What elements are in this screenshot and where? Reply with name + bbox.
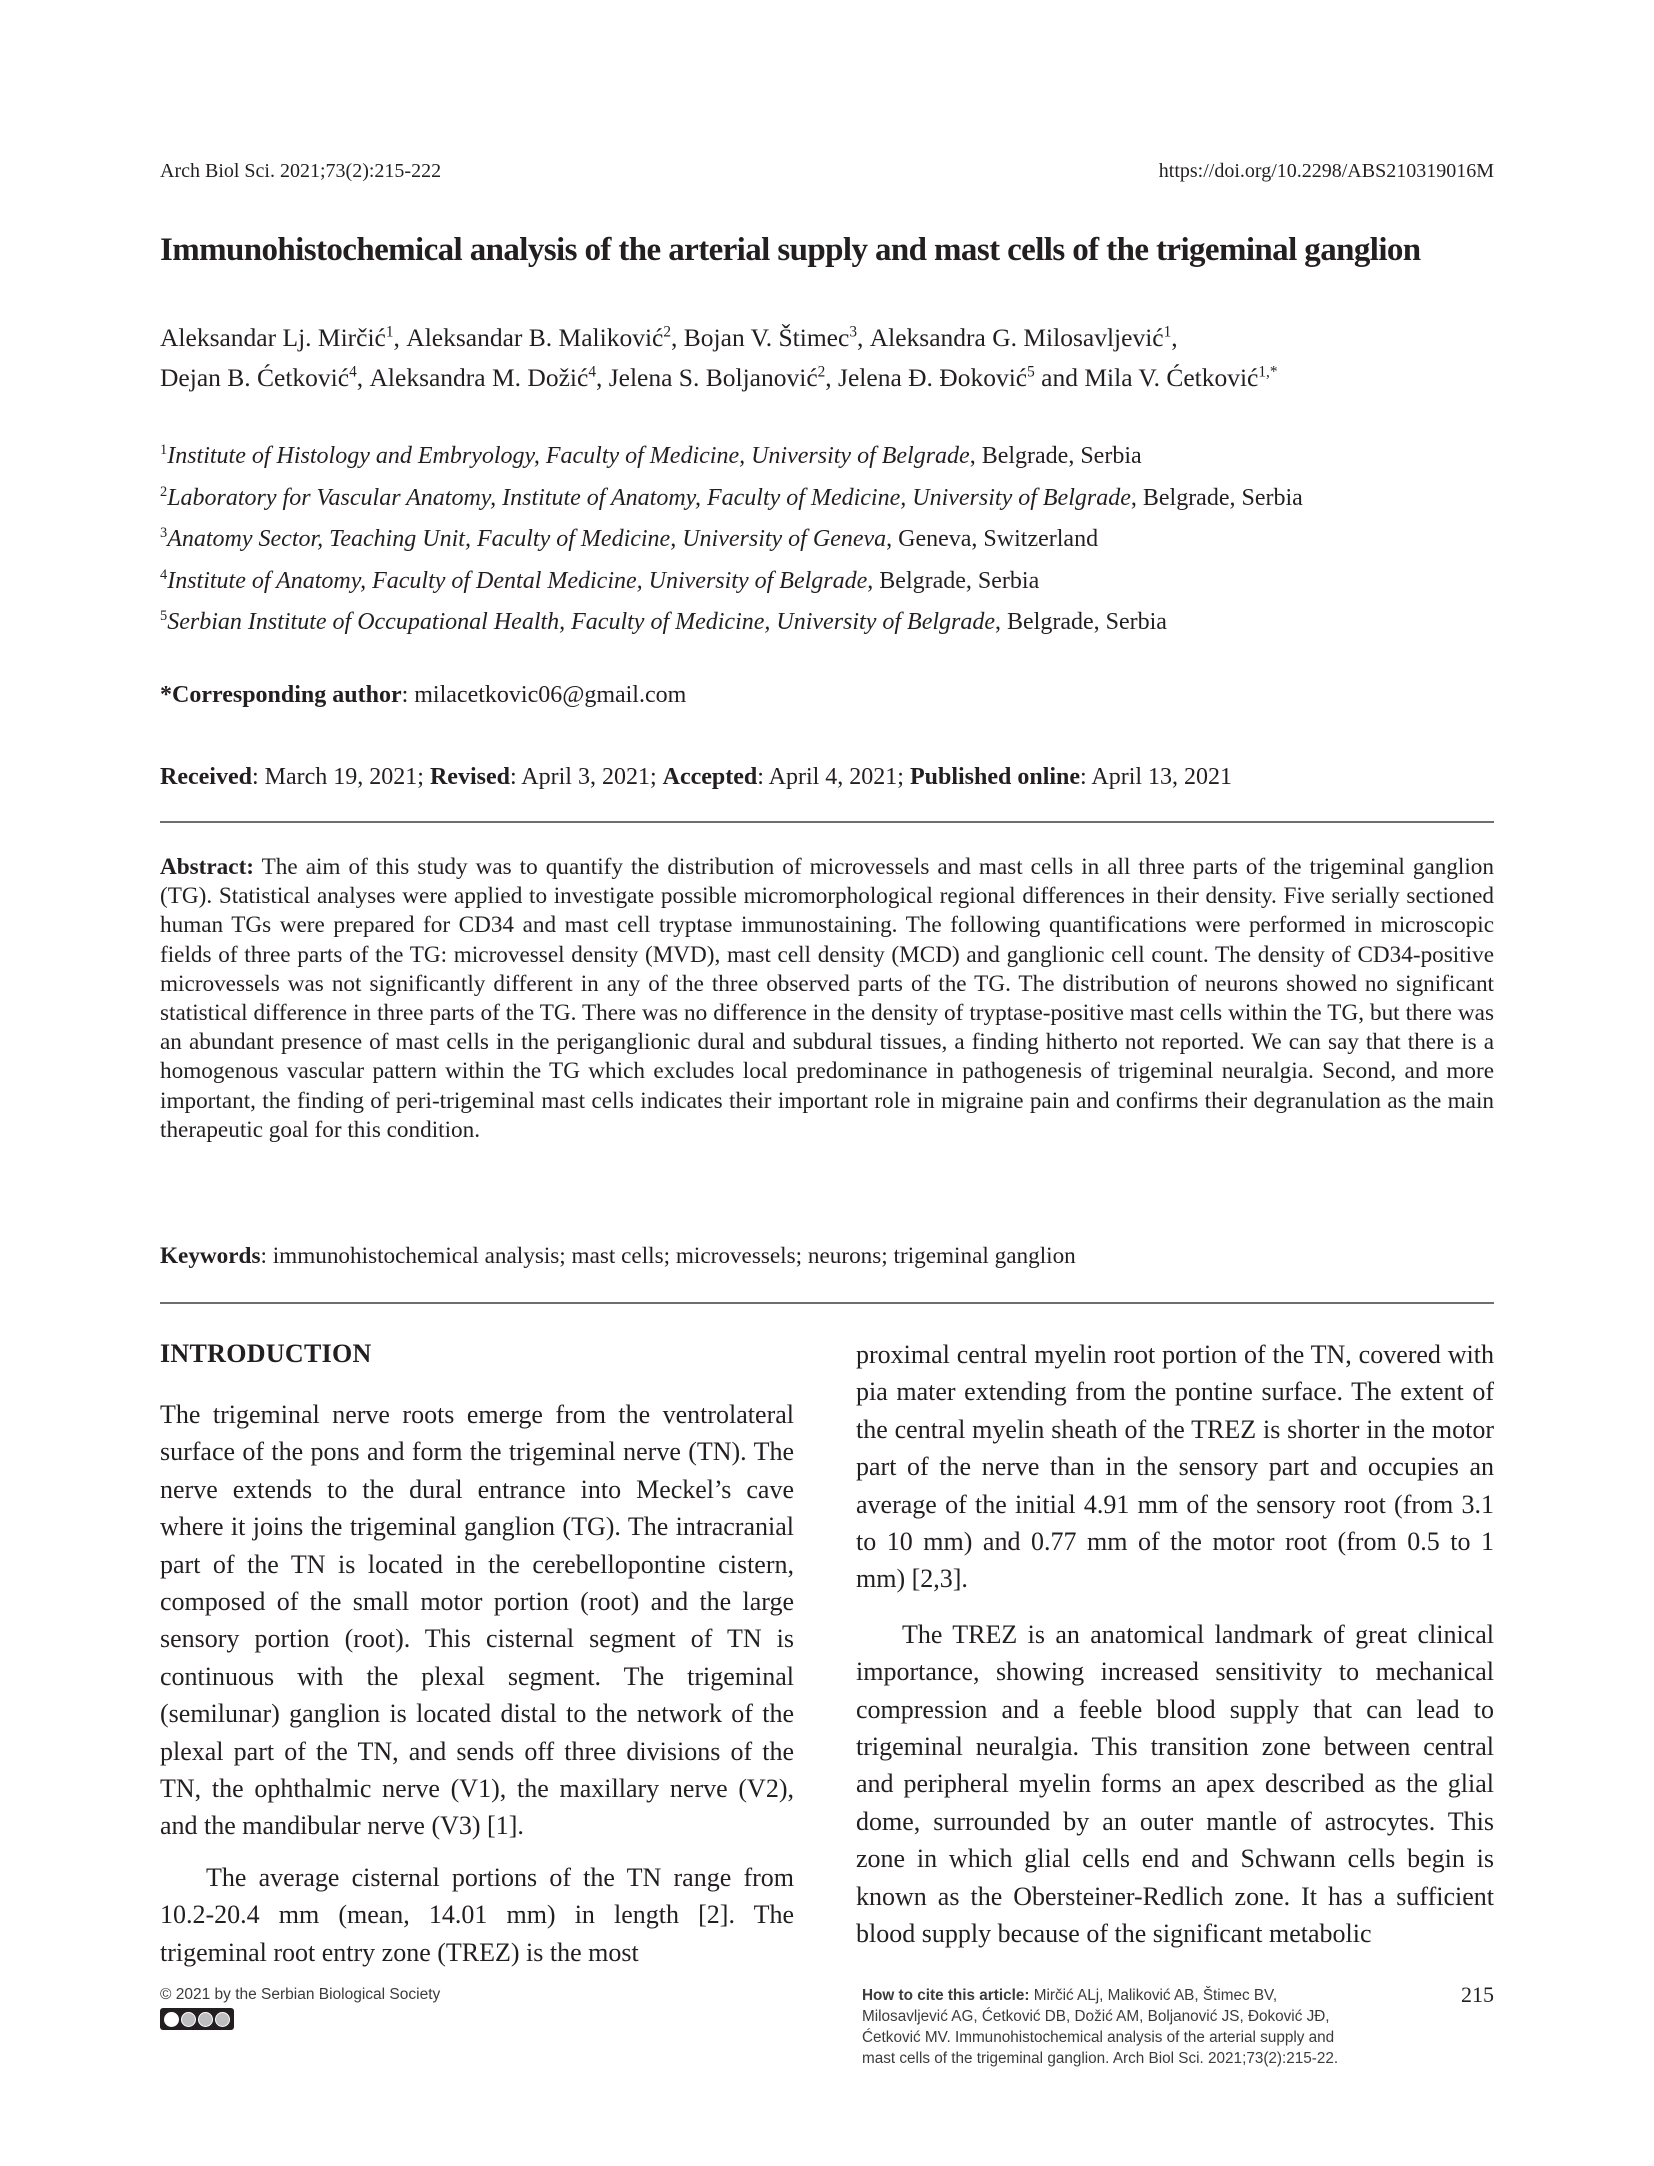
affiliation: $^5$Serbian Institute of Occupational Health, Faculty of Medicine, University of Belgrade, Belgrade, Serbia	[160, 608, 1167, 635]
keywords: Keywords: immunohistochemical analysis; mast cells; microvessels; neurons; trigeminal ganglion	[160, 1243, 1076, 1269]
article-title: Immunohistochemical analysis of the arterial supply and mast cells of the trigeminal ganglion	[160, 232, 1421, 268]
citation-text: Mirčić ALj, Maliković AB, Štimec BV, Milosavljević AG, Ćetković DB, Dožić AM, Boljanović JS, Đoković JĐ, Ćetković MV. Immunohistochemical analysis of the arterial supply and mast cells of the trigeminal ganglion. Arch Biol Sci. 2021;73(2):215-22.	[862, 1987, 1339, 2067]
article-dates: Received: March 19, 2021; Revised: April 3, 2021; Accepted: April 4, 2021; Published online: April 13, 2021	[160, 764, 1233, 790]
corresponding-email[interactable]: milacetkovic06@gmail.com	[414, 682, 687, 708]
journal-reference: Arch Biol Sci. 2021;73(2):215-222	[160, 160, 442, 182]
abstract-text: The aim of this study was to quantify the distribution of microvessels and mast cells in all three parts of the trigeminal ganglion (TG). Statistical analyses were applied to investigate possible micromorphological regional differences in their density. Five serially sectioned human TGs were prepared for CD34 and mast cell tryptase immunostaining. The following quantifications were performed in microscopic fields of three parts of the TG: microvessel density (MVD), mast cell density (MCD) and ganglionic cell count. The density of CD34-positive microvessels was not significantly different in any of the three observed parts of the TG. The distribution of neurons showed no significant statistical difference in three parts of the TG. There was no difference in the density of tryptase-positive mast cells within the TG, but there was an abundant presence of mast cells in the periganglionic dural and subdural tissues, a finding hitherto not reported. We can say that there is a homogenous vascular pattern within the TG which excludes local predominance in pathogenesis of trigeminal neuralgia. Second, and more important, the finding of peri-trigeminal mast cells indicates their important role in migraine pain and confirms their degranulation as the main therapeutic goal for this condition.	[160, 854, 1494, 1143]
affiliation: $^3$Anatomy Sector, Teaching Unit, Faculty of Medicine, University of Geneva, Geneva, Switzerland	[160, 525, 1099, 552]
doi-link[interactable]: https://doi.org/10.2298/ABS210319016M	[1158, 160, 1494, 182]
author: Jelena S. Boljanović$^2$,	[608, 363, 839, 392]
creative-commons-by-nc-nd-icon[interactable]	[160, 2008, 234, 2030]
author: Aleksandra M. Dožić$^4$,	[369, 363, 609, 392]
citation-label: How to cite this article:	[862, 1987, 1030, 2004]
abstract	[160, 853, 1494, 1145]
paragraph: The trigeminal nerve roots emerge from the ventrolateral surface of the pons and form the trigeminal nerve (TN). The nerve extends to the dural entrance into Meckel’s cave where it joins the trigeminal ganglion (TG). The intracranial part of the TN is located in the cerebellopontine cistern, composed of the small motor portion (root) and the large sensory portion (root). This cisternal segment of TN is continuous with the plexal segment. The trigeminal (semilunar) ganglion is located distal to the network of the plexal part of the TN, and sends off three divisions of the TN, the ophthalmic nerve (V1), the maxillary nerve (V2), and the mandibular nerve (V3) [1].	[160, 1400, 794, 1841]
affiliation-list	[160, 436, 1500, 644]
divider-top	[160, 821, 1494, 823]
author-list	[160, 318, 1500, 398]
page-number: 215	[1461, 1982, 1494, 2007]
copyright-notice: © 2021 by the Serbian Biological Society	[160, 1986, 441, 2003]
affiliation: $^1$Institute of Histology and Embryology, Faculty of Medicine, University of Belgrade, Belgrade, Serbia	[160, 442, 1142, 469]
text-column-left	[160, 1396, 794, 1971]
author: Mila V. Ćetković$^{1,*}$	[1084, 363, 1278, 392]
author: Aleksandar Lj. Mirčić$^1$,	[160, 323, 407, 352]
author: Bojan V. Štimec$^3$,	[683, 323, 870, 352]
author: Dejan B. Ćetković$^4$,	[160, 363, 370, 392]
text-column-right	[856, 1336, 1494, 1953]
author: Jelena Đ. Đoković$^5$ and	[838, 363, 1085, 392]
divider-bottom	[160, 1302, 1494, 1304]
corresponding-author: *Corresponding author: milacetkovic06@gmail.com	[160, 682, 687, 708]
citation	[862, 1985, 1367, 2069]
paragraph: proximal central myelin root portion of the TN, covered with pia mater extending from the pontine surface. The extent of the central myelin sheath of the TREZ is shorter in the motor part of the nerve than in the sensory part and occupies an average of the initial 4.91 mm of the sensory root (from 3.1 to 10 mm) and 0.77 mm of the motor root (from 0.5 to 1 mm) [2,3].	[856, 1340, 1494, 1594]
paragraph: The TREZ is an anatomical landmark of great clinical importance, showing increased sensitivity to mechanical compression and a feeble blood supply that can lead to trigeminal neuralgia. This transition zone between central and peripheral myelin forms an apex described as the glial dome, surrounded by an outer mantle of astrocytes. This zone in which glial cells end and Schwann cells begin is known as the Obersteiner-Redlich zone. It has a sufficient blood supply because of the significant metabolic	[856, 1619, 1494, 1949]
author: Aleksandar B. Maliković$^2$,	[406, 323, 684, 352]
affiliation: $^4$Institute of Anatomy, Faculty of Dental Medicine, University of Belgrade, Belgrade, Serbia	[160, 566, 1040, 594]
affiliation: $^2$Laboratory for Vascular Anatomy, Institute of Anatomy, Faculty of Medicine, University of Belgrade, Belgrade, Serbia	[160, 483, 1303, 511]
paragraph: The average cisternal portions of the TN range from 10.2-20.4 mm (mean, 14.01 mm) in length [2]. The trigeminal root entry zone (TREZ) is the most	[160, 1862, 794, 1967]
abstract-label: Abstract:	[160, 854, 255, 880]
section-heading: INTRODUCTION	[160, 1339, 372, 1368]
author: Aleksandra G. Milosavljević$^1$,	[869, 323, 1178, 352]
